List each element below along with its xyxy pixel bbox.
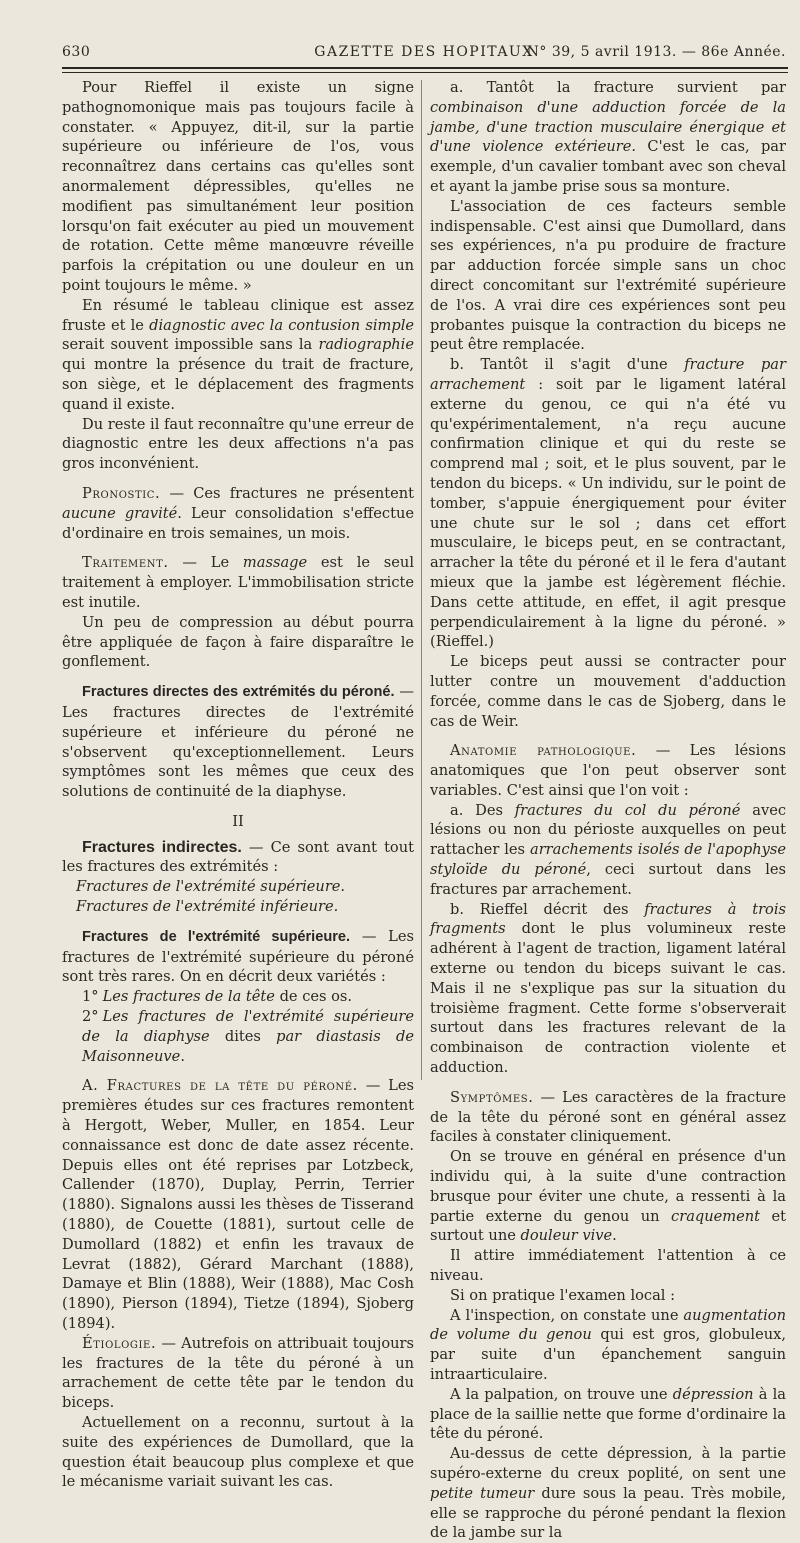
issue-info: N° 39, 5 avril 1913. — 86e Année. (526, 44, 786, 60)
traitement-heading: Traitement. (82, 554, 169, 572)
list-item: 2° Les fractures de l'extrémité supérieure de la diaphyse dites par diastasis de Maisonneuve. (82, 1008, 415, 1065)
pronostic-heading: Pronostic. (82, 484, 161, 502)
paragraph-attention: Il attire immédiatement l'attention à ce niveau. (430, 1247, 786, 1285)
directes-heading: Fractures directes des extrémités du péroné. (82, 684, 395, 701)
paragraph-examen: Si on pratique l'examen local : (450, 1286, 676, 1304)
paragraph-compression: Un peu de compression au début pourra être appliquée de façon à faire disparaître le gonflement. (62, 613, 414, 671)
paragraph-trois-fragments: b. Rieffel décrit des fractures à trois fragments dont le plus volumineux reste adhérent à l'agent de traction, ligament latéral externe ou tendon du biceps suivant le cas. Mais il ne s'explique pas sur la situation du troisième fragment. Cette forme s'observerait surtout dans les fractures relevant de la combinaison de contraction violente et adduction. (430, 900, 786, 1077)
paragraph-col-perone: a. Des fractures du col du péroné avec lésions ou non du périoste auxquelles on peut rattacher les arrachements isolés de l'apophyse styloïde du péroné, ceci surtout dans les fractures par arrachement. (430, 801, 787, 898)
tete-heading: A. Fractures de la tête du péroné. (82, 1077, 358, 1095)
paragraph-anatomie: Anatomie pathologique. — Les lésions anatomiques que l'on peut observer sont variables. C'est ainsi que l'on voit : (430, 742, 787, 799)
paragraph-fractures-tete: A. Fractures de la tête du péroné. — Les premières études sur ces fractures remontent à Hergott, Weber, Muller, en 1854. Leur connaissance est donc de date assez récente. Depuis elles ont été reprises par Lotzbeck, Callender (1870), Duplay, Perrin, Terrier (1880). Signalons aussi les thèses de Tisserand (1880), de Couette (1881), surtout celle de Dumollard (1882) et enfin les travaux de Levrat (1882), Gérard Marchant (1888), Damaye et Blin (1888), Weir (1888), Mac Cosh (1890), Pierson (1894), Tietze (1894), Sjoberg (1894). (62, 1077, 414, 1333)
ext-sup-heading: Fractures de l'extrémité supérieure. (82, 928, 351, 945)
paragraph-inspection: A l'inspection, on constate une augmentation de volume du genou qui est gros, globuleux, par suite d'un épanchement sanguin intraarticulaire. (430, 1306, 787, 1383)
etiologie-heading: Étiologie. (82, 1334, 157, 1352)
journal-title: GAZETTE DES HOPITAUX (314, 44, 534, 60)
paragraph-traitement: Traitement. — Le massage est le seul traitement à employer. L'immobilisation stricte est inutile. (62, 554, 414, 611)
paragraph-biceps: Le biceps peut aussi se contracter pour lutter contre un mouvement d'adduction forcée, comme dans le cas de Sjoberg, dans le cas de Weir. (430, 653, 786, 730)
paragraph-tumeur: Au-dessus de cette dépression, à la partie supéro-externe du creux poplité, on sent une petite tumeur dure sous la peau. Très mobile, elle se rapproche du péroné pendant la flexion de la jambe sur la (430, 1445, 786, 1542)
header-rule-thick (62, 67, 788, 69)
paragraph-arrachement: b. Tantôt il s'agit d'une fracture par arrachement : soit par le ligament latéral externe du genou, ce qui n'a été vu qu'expérimentalement, n'a reçu aucune confirmation clinique et qui du reste se comprend mal ; soit, et le plus souvent, par le tendon du biceps. « Un individu, sur le point de tomber, s'appuie énergiquement pour éviter une chute sur le sol ; dans cet effort musculaire, le biceps peut, en se contractant, arracher la tête du péroné et il le fera d'autant mieux que la jambe est légèrement fléchie. Dans cette attitude, en effet, il agit presque perpendiculairement à la ligne du péroné. » (Rieffel.) (430, 356, 786, 651)
left-column (62, 78, 414, 1492)
paragraph-combinaison: a. Tantôt la fracture survient par combinaison d'une adduction forcée de la jambe, d'une traction musculaire énergique et d'une violence extérieure. C'est le cas, par exemple, d'un cavalier tombant avec son cheval et ayant la jambe prise sous sa monture. (430, 79, 786, 195)
paragraph-fractures-indirectes: Fractures indirectes. — Ce sont avant tout les fractures des extrémités : (62, 838, 414, 876)
header-rule-thin (62, 72, 788, 73)
paragraph-diagnosis-error: Du reste il faut reconnaître qu'une erreur de diagnostic entre les deux affections n'a pas gros inconvénient. (62, 415, 414, 473)
running-header (62, 44, 786, 62)
paragraph-pronostic: Pronostic. — Ces fractures ne présentent aucune gravité. Leur consolidation s'effectue d'ordinaire en trois semaines, un mois. (62, 484, 414, 542)
right-column (430, 78, 786, 1543)
paragraph-craquement: On se trouve en général en présence d'un individu qui, à la suite d'une contraction brusque pour éviter une chute, a ressenti à la partie externe du genou un craquement et surtout une douleur vive. (430, 1148, 786, 1245)
paragraph-association: L'association de ces facteurs semble indispensable. C'est ainsi que Dumollard, dans ses expériences, n'a pu produire de fracture par adduction forcée simple sans un choc direct concomitant sur l'extrémité supérieure de l'os. A vrai dire ces expériences sont peu probantes puisque la contraction du biceps ne peut être remplacée. (430, 197, 786, 354)
paragraph-extremite-superieure: Fractures de l'extrémité supérieure. — Les fractures de l'extrémité supérieure du péroné sont très rares. On en décrit deux variétés : (62, 927, 414, 986)
list-item: Fractures de l'extrémité inférieure. (76, 898, 339, 916)
symptomes-heading: Symptômes. (450, 1088, 534, 1106)
paragraph-rieffel-sign: Pour Rieffel il existe un signe pathognomonique mais pas toujours facile à constater. « Appuyez, dit-il, sur la partie supérieure ou inférieure de l'os, vous reconnaîtrez dans certains cas qu'elles sont anormalement dépressibles, qu'elles ne modifient pas simultanément leur position lorsqu'on fait exécuter au pied un mouvement de rotation. Cette même manœuvre réveille parfois la crépitation ou une douleur en un point toujours le même. » (62, 79, 414, 294)
paragraph-palpation: A la palpation, on trouve une dépression à la place de la saillie nette que forme d'ordinaire la tête du péroné. (430, 1385, 786, 1443)
anatomie-heading: Anatomie pathologique. (450, 742, 637, 760)
paragraph-dumollard: Actuellement on a reconnu, surtout à la suite des expériences de Dumollard, que la question était beaucoup plus complexe et que le mécanisme variait suivant les cas. (62, 1414, 414, 1491)
paragraph-symptomes: Symptômes. — Les caractères de la fracture de la tête du péroné sont en général assez faciles à constater cliniquement. (430, 1088, 786, 1146)
list-item: 1° Les fractures de la tête de ces os. (82, 988, 353, 1006)
paragraph-etiologie: Étiologie. — Autrefois on attribuait toujours les fractures de la tête du péroné à un arrachement de cette tête par le tendon du biceps. (62, 1334, 414, 1412)
indirectes-heading: Fractures indirectes. (82, 838, 242, 856)
paragraph-summary: En résumé le tableau clinique est assez fruste et le diagnostic avec la contusion simple serait souvent impossible sans la radiographie qui montre la présence du trait de fracture, son siège, et le déplacement des fragments quand il existe. (62, 296, 415, 413)
column-divider (421, 80, 422, 1080)
list-item: Fractures de l'extrémité supérieure. (76, 878, 346, 896)
paragraph-fractures-directes: Fractures directes des extrémités du péroné. — Les fractures directes de l'extrémité supérieure et inférieure du péroné ne s'observent qu'exceptionnellement. Leurs symptômes sont les mêmes que ceux des solutions de continuité de la diaphyse. (62, 683, 414, 801)
page-number: 630 (62, 44, 91, 60)
section-number: II (232, 812, 244, 830)
